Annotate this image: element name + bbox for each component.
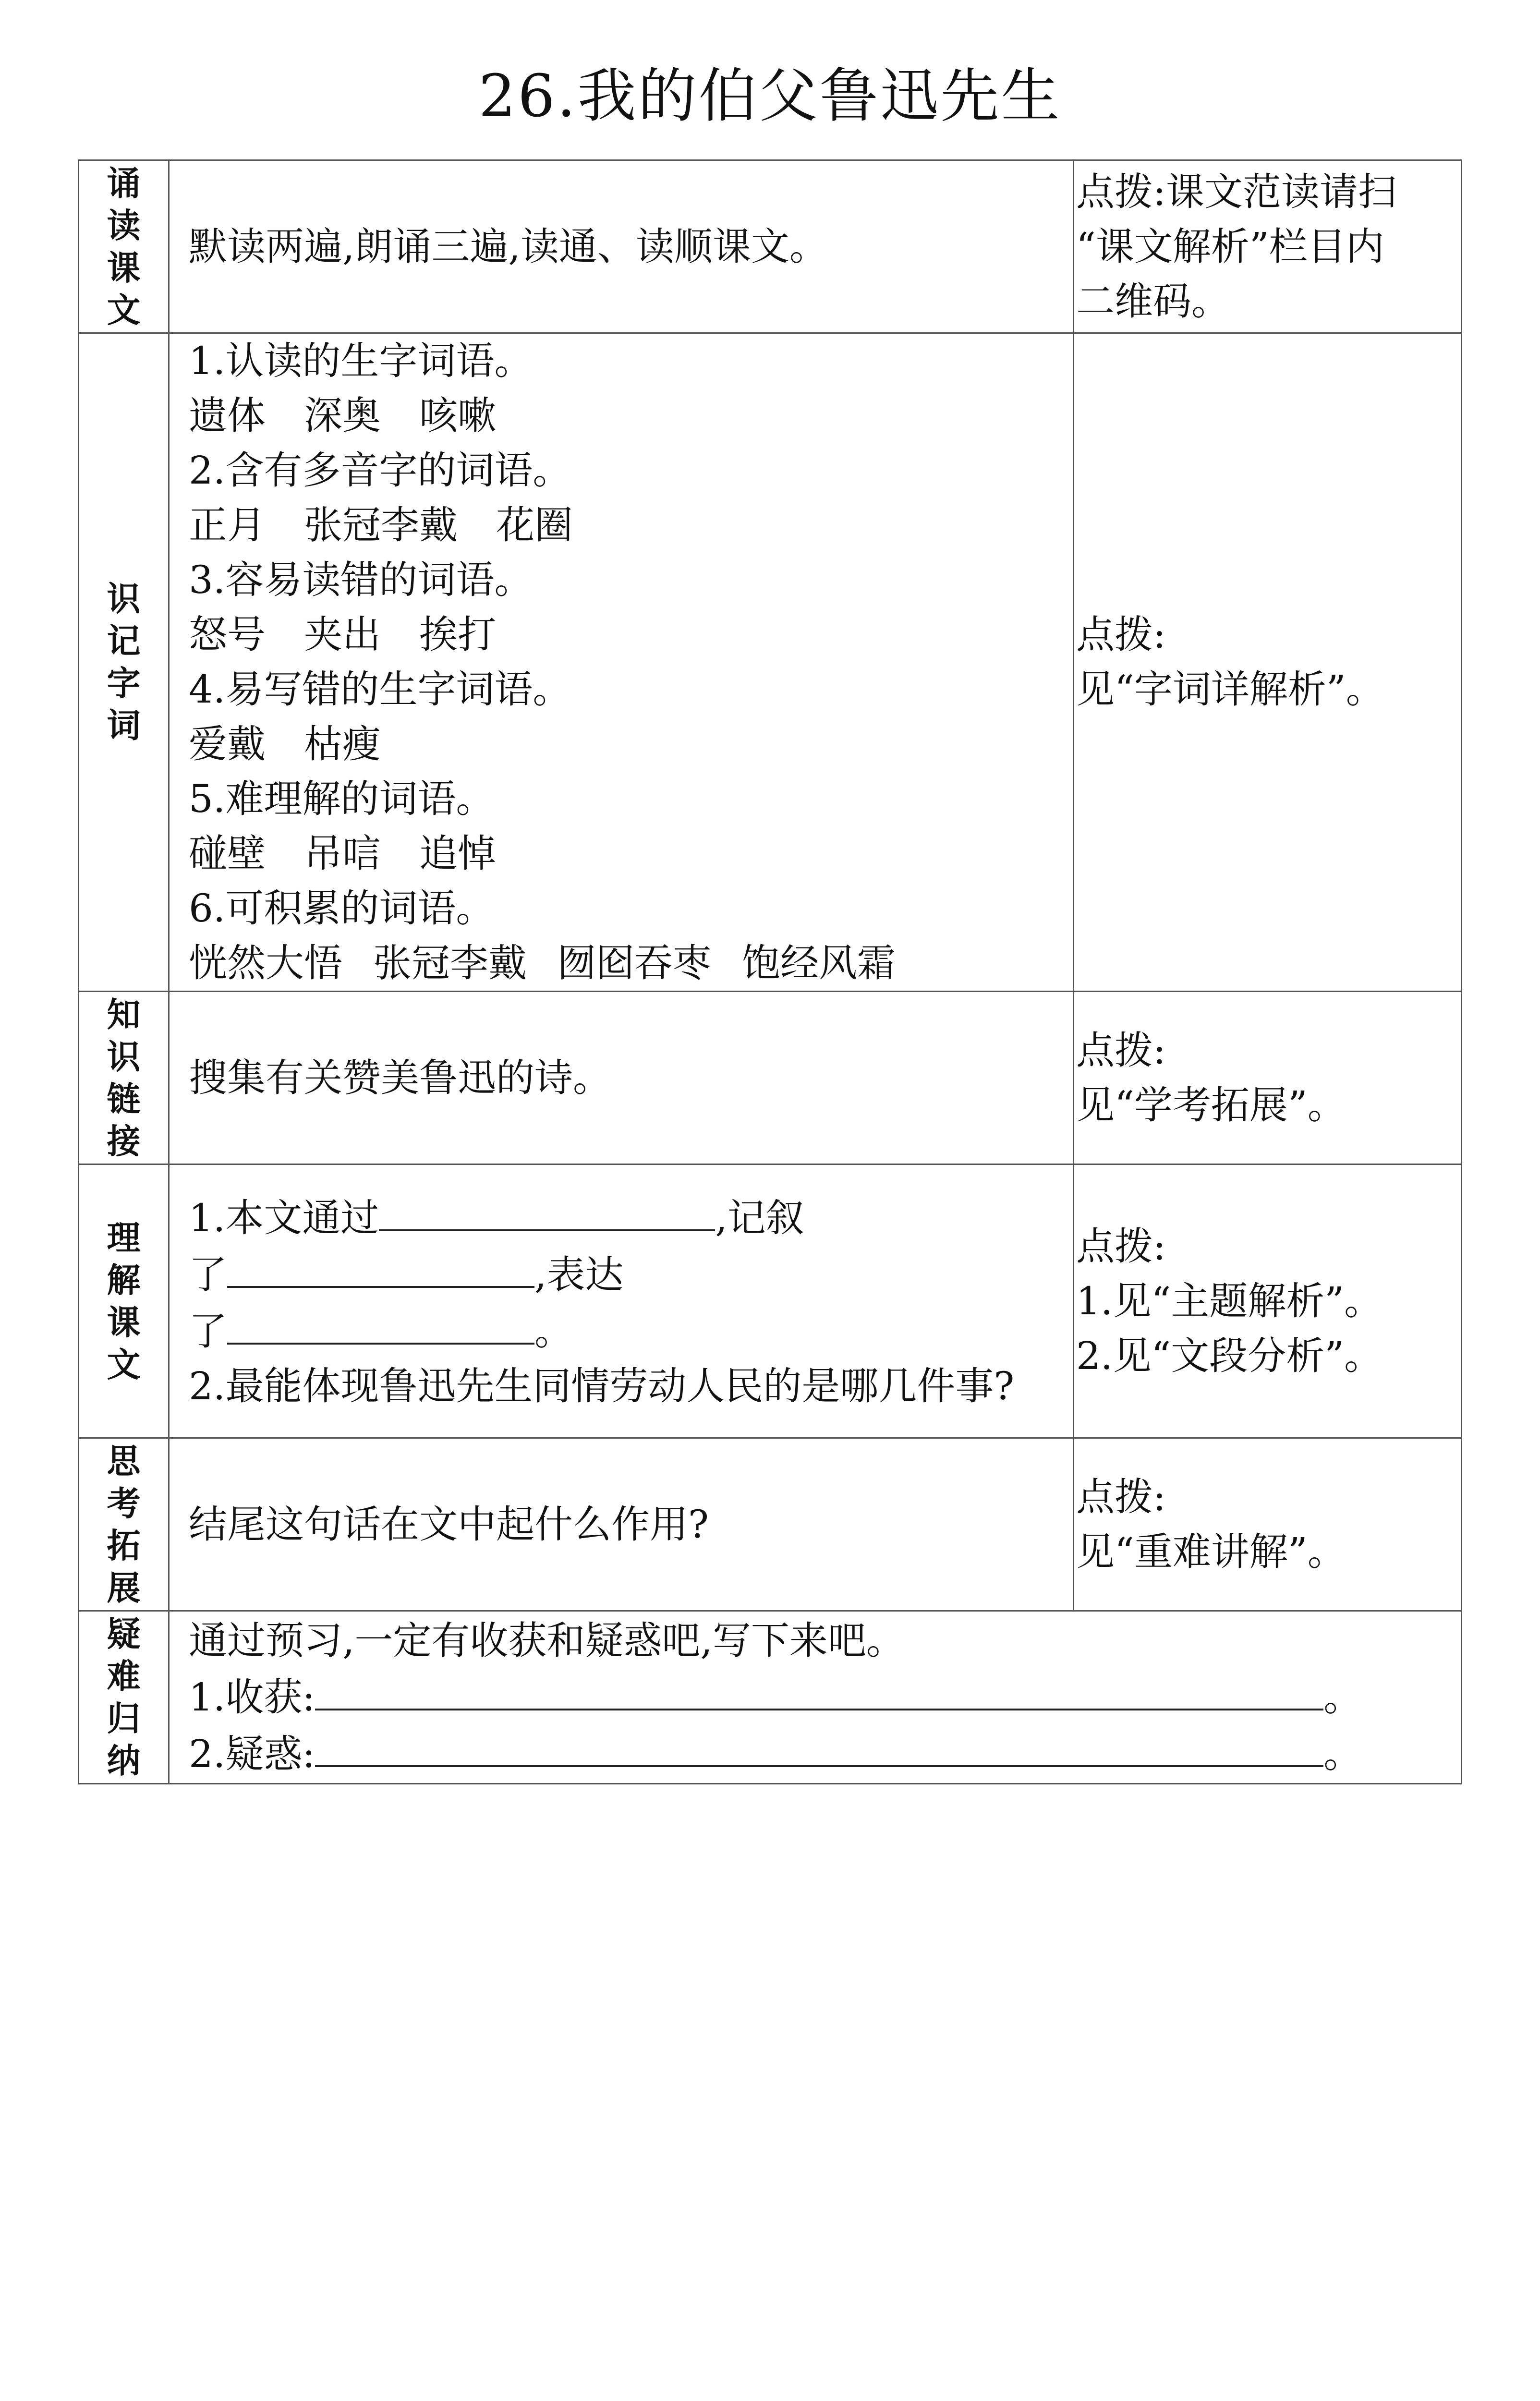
gain-line: 1.收获: 。	[189, 1668, 1451, 1725]
recite-content	[169, 160, 1074, 333]
think-tip: 点拨: 见“重难讲解”。	[1074, 1438, 1462, 1611]
doubt-intro: 通过预习,一定有收获和疑惑吧,写下来吧。	[189, 1618, 905, 1663]
understand-content	[169, 1164, 1074, 1438]
words-list-1: 遗体 深奥 咳嗽	[189, 393, 496, 438]
row-header-knowledge: 知 识 链 接	[79, 992, 169, 1164]
row-knowledge	[79, 992, 1462, 1164]
recite-tip: 点拨:课文范读请扫 “课文解析”栏目内 二维码。	[1074, 160, 1462, 333]
row-header-understand: 理 解 课 文	[79, 1164, 169, 1438]
understand-tip: 点拨: 1.见“主题解析”。 2.见“文段分析”。	[1074, 1164, 1462, 1438]
knowledge-tip: 点拨: 见“学考拓展”。	[1074, 992, 1462, 1164]
row-understand	[79, 1164, 1462, 1438]
doubt-answer-blank[interactable]	[315, 1725, 1323, 1767]
question-1-line-3: 了 。	[189, 1302, 1063, 1359]
answer-blank-1[interactable]	[379, 1189, 715, 1231]
row-words	[79, 333, 1462, 992]
words-heading-5: 5.难理解的词语。	[189, 776, 495, 821]
question-1-line-2: 了 ,表达	[189, 1246, 1063, 1302]
question-2: 2.最能体现鲁迅先生同情劳动人民的是哪几件事?	[189, 1363, 1015, 1408]
words-heading-6: 6.可积累的词语。	[189, 886, 495, 931]
knowledge-content: 搜集有关赞美鲁迅的诗。	[169, 992, 1074, 1164]
recite-instruction: 默读两遍,朗诵三遍,读通、读顺课文。	[189, 224, 828, 269]
words-heading-4: 4.易写错的生字词语。	[189, 667, 571, 712]
row-recite	[79, 160, 1462, 333]
words-list-6: 恍然大悟 张冠李戴 囫囵吞枣 饱经风霜	[189, 941, 896, 985]
words-list-3: 怒号 夹出 挨打	[189, 612, 496, 657]
words-list-2: 正月 张冠李戴 花圈	[189, 503, 573, 547]
doubt-content	[169, 1611, 1462, 1784]
words-heading-2: 2.含有多音字的词语。	[189, 448, 571, 493]
words-list-4: 爱戴 枯瘦	[189, 722, 381, 766]
words-list-5: 碰壁 吊唁 追悼	[189, 831, 496, 876]
doubt-line: 2.疑惑: 。	[189, 1725, 1451, 1782]
answer-blank-3[interactable]	[227, 1302, 534, 1345]
row-doubt	[79, 1611, 1462, 1784]
answer-blank-2[interactable]	[227, 1246, 534, 1288]
think-content: 结尾这句话在文中起什么作用?	[169, 1438, 1074, 1611]
words-tip: 点拨: 见“字词详解析”。	[1074, 333, 1462, 992]
words-heading-1: 1.认读的生字词语。	[189, 339, 533, 383]
question-1-line-1: 1.本文通过 ,记叙	[189, 1189, 1063, 1246]
row-header-doubt: 疑 难 归 纳	[79, 1611, 169, 1784]
row-think	[79, 1438, 1462, 1611]
gain-answer-blank[interactable]	[315, 1668, 1323, 1710]
words-content	[169, 333, 1074, 992]
words-heading-3: 3.容易读错的词语。	[189, 558, 533, 602]
row-header-words: 识 记 字 词	[79, 333, 169, 992]
row-header-recite: 诵 读 课 文	[79, 160, 169, 333]
preview-table	[78, 159, 1462, 1784]
row-header-think: 思 考 拓 展	[79, 1438, 169, 1611]
page-title: 26.我的伯父鲁迅先生	[478, 62, 1062, 130]
